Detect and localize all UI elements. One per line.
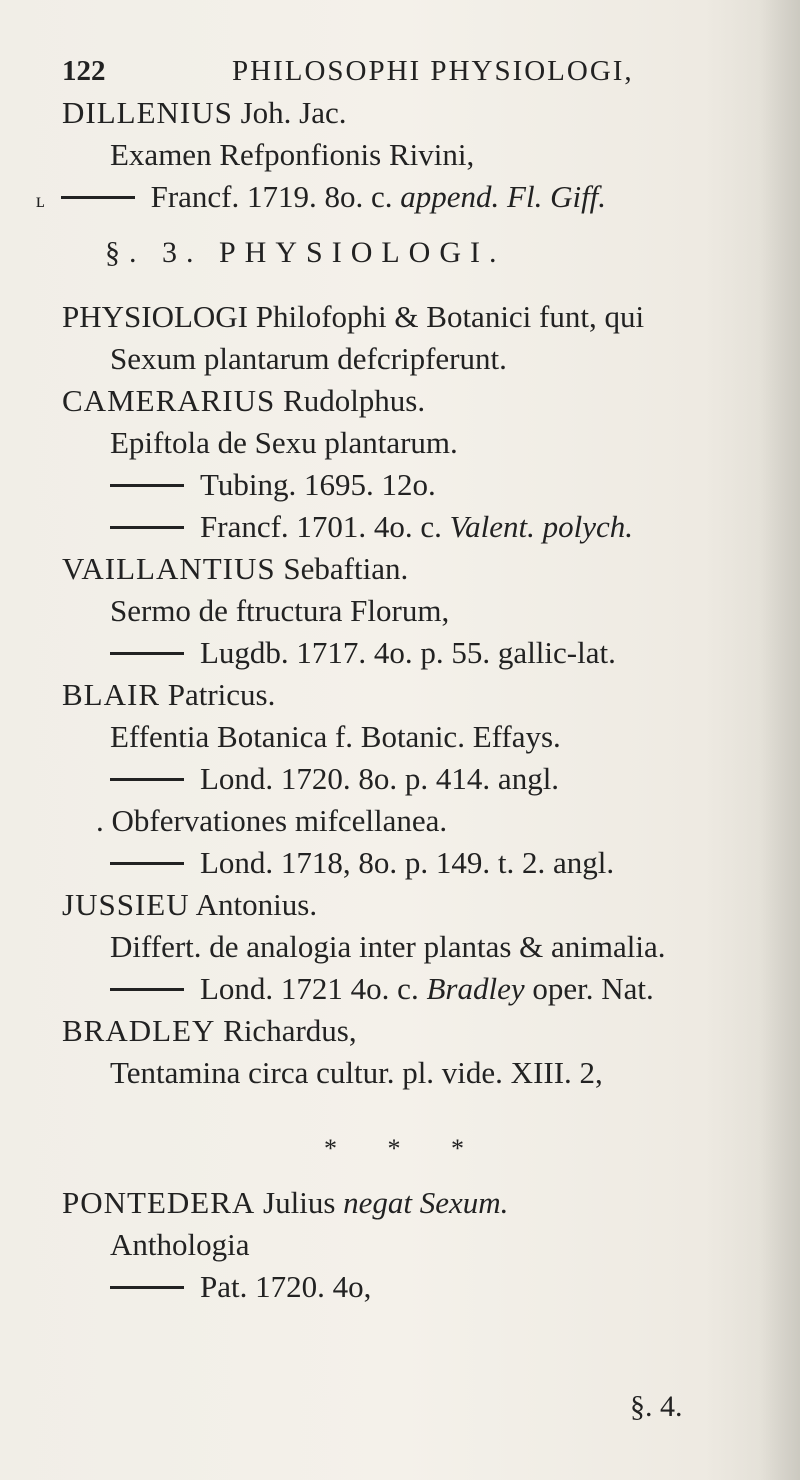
- edition-note: Bradley: [426, 971, 525, 1006]
- ditto-dash: [110, 484, 184, 487]
- ditto-dash: [110, 862, 184, 865]
- intro-line-1: PHYSIOLOGI Philofophi & Botanici funt, qui: [62, 299, 645, 334]
- edition-suffix: oper. Nat.: [532, 971, 654, 1006]
- ditto-dash: [110, 526, 184, 529]
- entry-title: Examen Refponfionis Rivini,: [110, 137, 475, 172]
- entry-author-line: [62, 550, 408, 588]
- entry-edition-line: [110, 634, 616, 672]
- entry-title: Tentamina circa cultur. pl. vide. XIII. 2,: [110, 1055, 603, 1090]
- edition-text: Lond. 1721 4o. c.: [200, 971, 419, 1006]
- author-name: JUSSIEU: [62, 887, 190, 922]
- entry-title: Effentia Botanica f. Botanic. Effays.: [110, 719, 561, 754]
- edition-text: Lond. 1720. 8o. p. 414. angl.: [200, 761, 560, 796]
- entry-title: Differt. de analogia inter plantas & animalia.: [110, 929, 666, 964]
- page-edge-shadow: [760, 0, 800, 1480]
- author-given-name: Rudolphus.: [283, 383, 426, 418]
- entry-edition-line: [110, 760, 559, 798]
- edition-note: append. Fl. Giff.: [400, 179, 607, 214]
- entry-title: Anthologia: [110, 1227, 250, 1262]
- author-given-name: Sebaftian.: [283, 551, 409, 586]
- intro-line-2: Sexum plantarum defcripferunt.: [110, 341, 507, 376]
- entry-author-line: [62, 382, 425, 420]
- section-heading: §. 3. PHYSIOLOGI.: [105, 236, 506, 269]
- author-name: PONTEDERA: [62, 1185, 256, 1220]
- author-name: VAILLANTIUS: [62, 551, 276, 586]
- edition-text: Lugdb. 1717. 4o. p. 55. gallic-lat.: [200, 635, 616, 670]
- entry-author-line: [62, 1184, 508, 1222]
- edition-text: Tubing. 1695. 12o.: [200, 467, 436, 502]
- entry-edition-line: [110, 508, 633, 546]
- entry-edition-line: [110, 1268, 371, 1306]
- entry-author-line: [62, 1012, 357, 1050]
- section-divider-stars: * * *: [324, 1134, 486, 1163]
- entry-edition-line: [110, 970, 654, 1008]
- catchword: §. 4.: [630, 1390, 683, 1423]
- entry-author-line: [62, 94, 347, 132]
- author-name: CAMERARIUS: [62, 383, 276, 418]
- ditto-dash: [110, 778, 184, 781]
- entry-author-line: [62, 676, 275, 714]
- author-given-name: Richardus,: [223, 1013, 357, 1048]
- ditto-dash: [61, 196, 135, 199]
- edition-text: Francf. 1719. 8o. c.: [150, 179, 393, 214]
- ditto-dash: [110, 988, 184, 991]
- entry-title: . Obfervationes mifcellanea.: [96, 803, 448, 838]
- author-name: BRADLEY: [62, 1013, 216, 1048]
- running-title: PHILOSOPHI PHYSIOLOGI,: [232, 55, 634, 87]
- edition-text: Francf. 1701. 4o. c.: [200, 509, 442, 544]
- ditto-dash: [110, 1286, 184, 1289]
- edition-note: Valent. polych.: [449, 509, 634, 544]
- entry-title: Epiftola de Sexu plantarum.: [110, 425, 458, 460]
- author-given-name: Patricus.: [167, 677, 276, 712]
- author-name: BLAIR: [62, 677, 160, 712]
- author-note: negat Sexum.: [343, 1185, 509, 1220]
- page-number: 122: [62, 55, 106, 87]
- entry-edition-line: [110, 466, 436, 504]
- entry-edition-line: ʟ Francf. 1719. 8o. c. append. Fl. Giff.: [36, 179, 607, 214]
- author-given-name: Julius: [263, 1185, 336, 1220]
- entry-edition-line: [110, 844, 614, 882]
- author-name: DILLENIUS: [62, 95, 233, 130]
- edition-text: Pat. 1720. 4o,: [200, 1269, 372, 1304]
- author-given-name: Antonius.: [195, 887, 318, 922]
- entry-author-line: [62, 886, 317, 924]
- entry-title: Sermo de ftructura Florum,: [110, 593, 450, 628]
- edition-text: Lond. 1718, 8o. p. 149. t. 2. angl.: [200, 845, 615, 880]
- ditto-dash: [110, 652, 184, 655]
- author-given-name: Joh. Jac.: [240, 95, 347, 130]
